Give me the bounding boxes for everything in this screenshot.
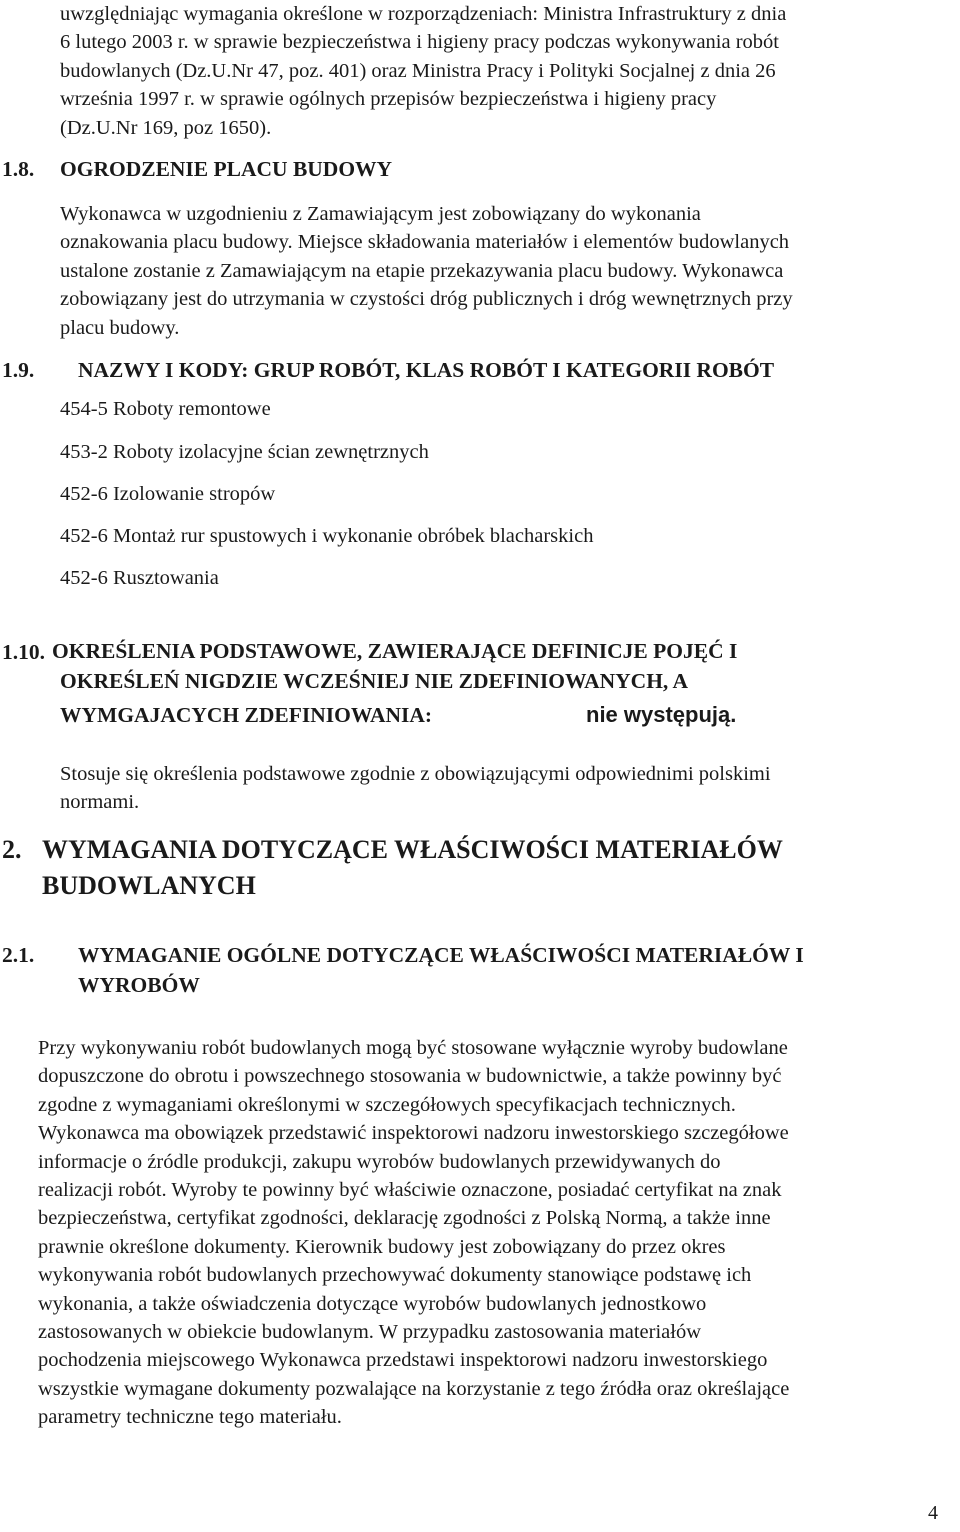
page-number: 4: [928, 1502, 938, 1524]
section-heading-line: OKREŚLENIA PODSTAWOWE, ZAWIERAJĄCE DEFINICJE POJĘĆ I: [52, 639, 738, 663]
text-line: zobowiązany jest do utrzymania w czystości dróg publicznych i dróg wewnętrznych przy: [60, 288, 793, 311]
section-body: [60, 760, 771, 817]
list-item: 452-6 Izolowanie stropów: [60, 483, 276, 505]
text-line: uwzględniając wymagania określone w rozporządzeniach: Ministra Infrastruktury z dnia: [60, 3, 787, 25]
text-line: wszystkie wymagane dokumenty pozwalające na korzystanie z tego źródła oraz określające: [38, 1377, 790, 1400]
text-line: parametry techniczne tego materiału.: [38, 1406, 342, 1429]
text-line: dopuszczone do obrotu i powszechnego stosowania w budownictwie, a także powinny być: [38, 1065, 782, 1088]
text-line: prawnie określone dokumenty. Kierownik budowy jest zobowiązany do przez okres: [38, 1235, 726, 1258]
intro-paragraph: [60, 0, 786, 142]
section-heading: OGRODZENIE PLACU BUDOWY: [60, 157, 393, 181]
section-number: 2.1.: [2, 943, 35, 967]
section-number: 1.9.: [2, 358, 35, 382]
text-line: (Dz.U.Nr 169, poz 1650).: [60, 116, 272, 139]
text-line: realizacji robót. Wyroby te powinny być właściwie oznaczone, posiadać certyfikat na znak: [38, 1179, 782, 1202]
list-item: 454-5 Roboty remontowe: [60, 398, 271, 420]
heading-note: nie występują.: [586, 702, 737, 727]
section-heading-line: OKREŚLEŃ NIGDZIE WCZEŚNIEJ NIE ZDEFINIOWANYCH, A: [60, 669, 689, 693]
text-line: zgodne z wymaganiami określonymi w szczegółowych specyfikacjach technicznych.: [38, 1093, 736, 1116]
section-number: 1.8.: [2, 157, 35, 181]
section-heading-line: WYROBÓW: [78, 973, 200, 997]
section-heading: NAZWY I KODY: GRUP ROBÓT, KLAS ROBÓT I KATEGORII ROBÓT: [78, 358, 775, 382]
section-heading-line: WYMGAJACYCH ZDEFINIOWANIA:: [60, 703, 433, 727]
list-item: 452-6 Rusztowania: [60, 567, 219, 589]
list-item: 453-2 Roboty izolacyjne ścian zewnętrznych: [60, 441, 429, 463]
text-line: oznakowania placu budowy. Miejsce składowania materiałów i elementów budowlanych: [60, 231, 790, 254]
text-line: 6 lutego 2003 r. w sprawie bezpieczeństwa i higieny pracy podczas wykonywania robót: [60, 31, 779, 54]
text-line: normami.: [60, 791, 140, 814]
text-line: Wykonawca ma obowiązek przedstawić inspektorowi nadzoru inwestorskiego szczegółowe: [38, 1122, 789, 1145]
text-line: września 1997 r. w sprawie ogólnych przepisów bezpieczeństwa i higieny pracy: [60, 88, 717, 111]
text-line: placu budowy.: [60, 316, 180, 339]
text-line: budowlanych (Dz.U.Nr 47, poz. 401) oraz Ministra Pracy i Polityki Socjalnej z dnia 26: [60, 59, 776, 82]
text-line: wykonywania robót budowlanych przechowywać dokumenty stanowiące podstawę ich: [38, 1264, 752, 1287]
section-body: [60, 200, 793, 342]
chapter-heading-line: BUDOWLANYCH: [42, 871, 256, 900]
section-body: [38, 1034, 789, 1432]
list-item: 452-6 Montaż rur spustowych i wykonanie obróbek blacharskich: [60, 525, 594, 547]
section-number: 1.10.: [2, 640, 45, 664]
text-line: wykonania, a także oświadczenia dotyczące wyrobów budowlanych jednostkowo: [38, 1292, 707, 1315]
text-line: pochodzenia miejscowego Wykonawca przedstawi inspektorowi nadzoru inwestorskiego: [38, 1349, 768, 1372]
chapter-number: 2.: [2, 835, 22, 864]
text-line: Stosuje się określenia podstawowe zgodnie z obowiązującymi odpowiednimi polskimi: [60, 763, 771, 785]
text-line: ustalone zostanie z Zamawiającym na etapie przekazywania placu budowy. Wykonawca: [60, 259, 784, 282]
text-line: Przy wykonywaniu robót budowlanych mogą być stosowane wyłącznie wyroby budowlane: [38, 1037, 788, 1059]
text-line: informacje o źródle produkcji, zakupu wyrobów budowlanych przewidywanych do: [38, 1150, 721, 1173]
section-heading-line: WYMAGANIE OGÓLNE DOTYCZĄCE WŁAŚCIWOŚCI MATERIAŁÓW I: [78, 943, 804, 967]
text-line: bezpieczeństwa, certyfikat zgodności, deklarację zgodności z Polską Normą, a także inne: [38, 1207, 771, 1230]
text-line: zastosowanych w obiekcie budowlanym. W przypadku zastosowania materiałów: [38, 1321, 702, 1344]
text-line: Wykonawca w uzgodnieniu z Zamawiającym jest zobowiązany do wykonania: [60, 203, 701, 225]
chapter-heading-line: WYMAGANIA DOTYCZĄCE WŁAŚCIWOŚCI MATERIAŁÓW: [42, 835, 783, 864]
